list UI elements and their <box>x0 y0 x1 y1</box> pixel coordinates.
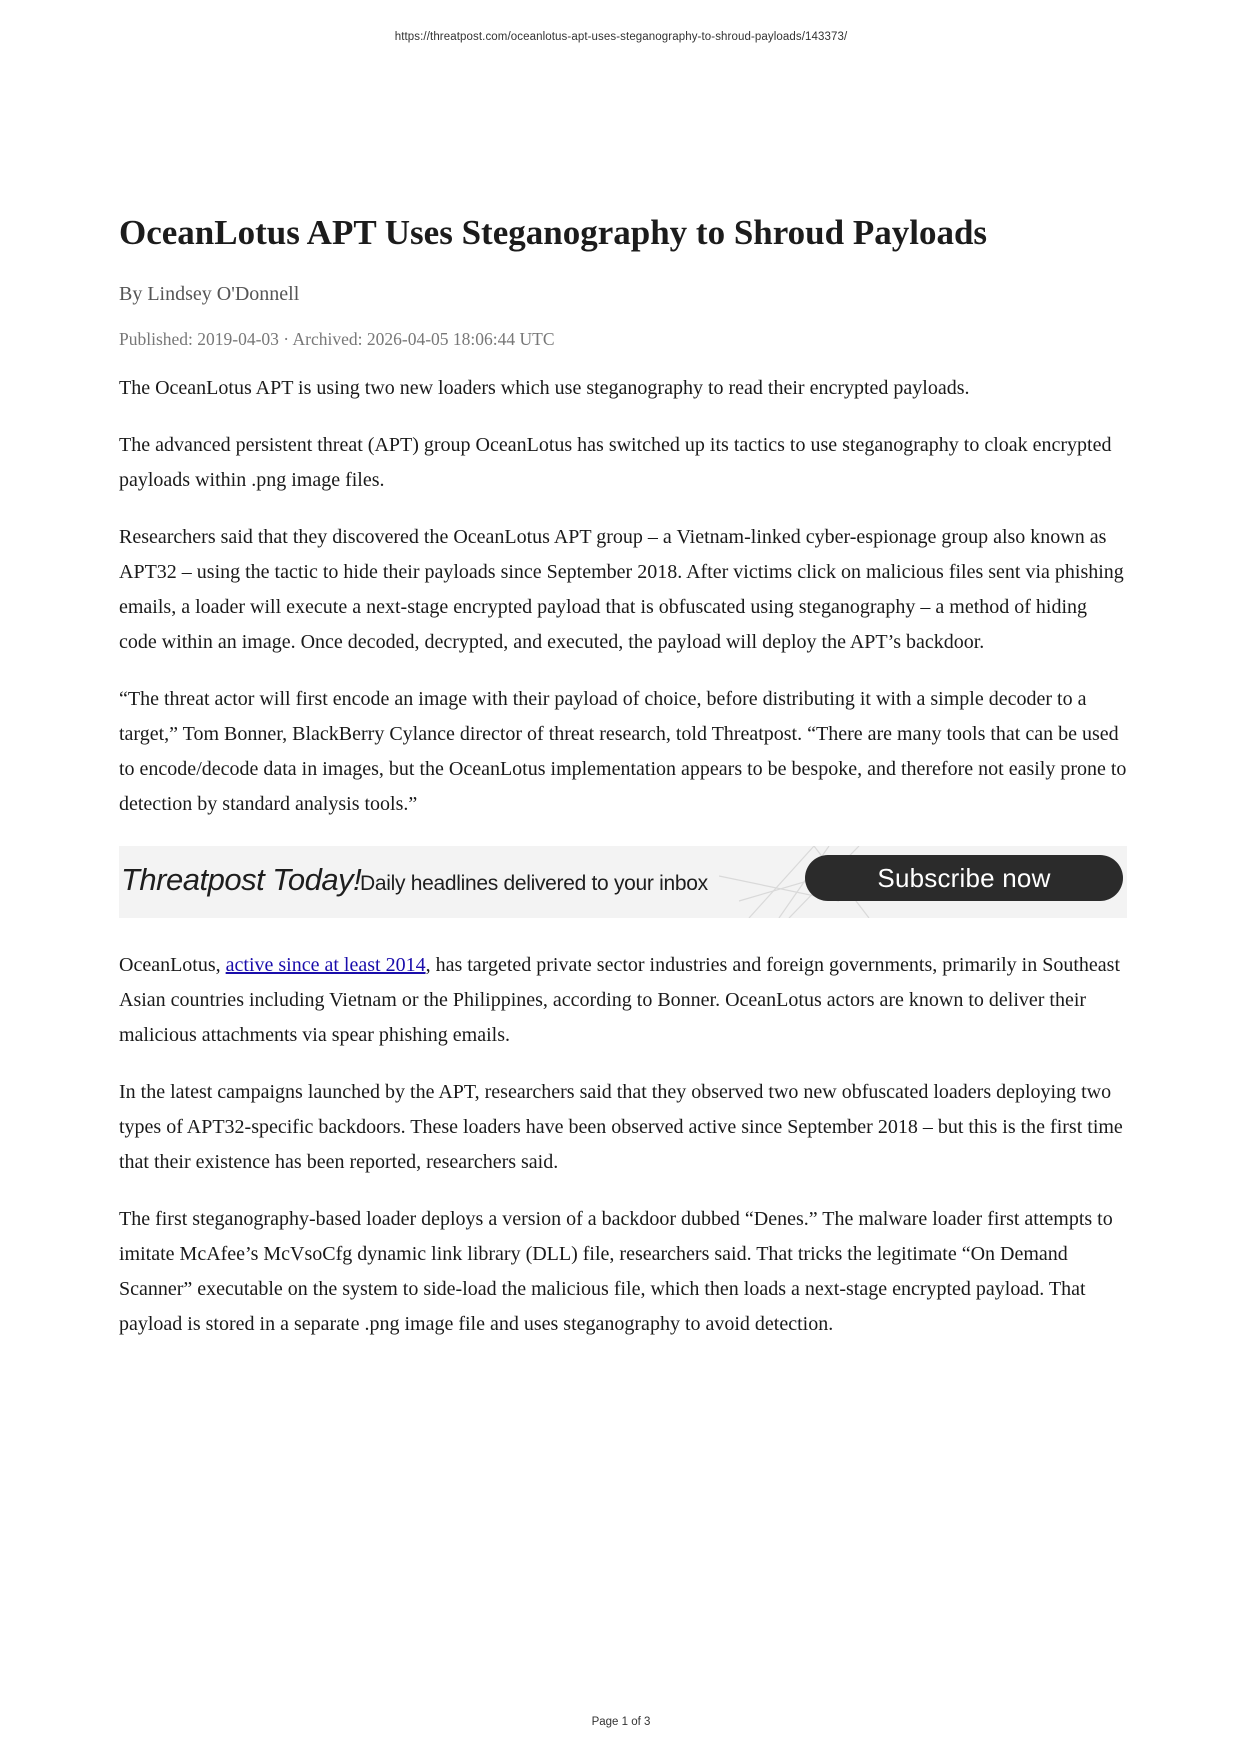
paragraph-4: “The threat actor will first encode an image with their payload of choice, before distributing it with a simple decoder to a target,” Tom Bonner, BlackBerry Cylance director of threat research, told Threatpost. “There are many tools that can be used to encode/decode data in images, but the OceanLotus implementation appears to be bespoke, and therefore not easily prone to detection by standard analysis tools.” <box>119 688 1127 815</box>
page-number: Page 1 of 3 <box>591 1716 651 1728</box>
paragraph-1: The OceanLotus APT is using two new loaders which use steganography to read their encrypted payloads. <box>119 377 970 399</box>
paragraph-6: In the latest campaigns launched by the APT, researchers said that they observed two new obfuscated loaders deploying two types of APT32-specific backdoors. These loaders have been observed active since September 2018 – but this is the first time that their existence has been reported, researchers said. <box>119 1081 1123 1173</box>
article-byline: By Lindsey O'Donnell <box>119 283 300 305</box>
banner-brand-logo: Threatpost Today! <box>121 862 362 897</box>
paragraph-2: The advanced persistent threat (APT) group OceanLotus has switched up its tactics to use steganography to cloak encrypted payloads within .png image files. <box>119 434 1112 491</box>
article-title: OceanLotus APT Uses Steganography to Shroud Payloads <box>119 213 988 252</box>
subscribe-button[interactable]: Subscribe now <box>805 855 1123 901</box>
article-meta: Published: 2019-04-03 · Archived: 2026-04-05 18:06:44 UTC <box>119 329 555 349</box>
paragraph-5-before: OceanLotus, <box>119 954 226 976</box>
active-since-2014-link[interactable]: active since at least 2014 <box>225 954 426 976</box>
paragraph-3: Researchers said that they discovered the OceanLotus APT group – a Vietnam-linked cyber-espionage group also known as APT32 – using the tactic to hide their payloads since September 2018. After victims click on malicious files sent via phishing emails, a loader will execute a next-stage encrypted payload that is obfuscated using steganography – a method of hiding code within an image. Once decoded, decrypted, and executed, the payload will deploy the APT’s backdoor. <box>119 526 1124 653</box>
paragraph-7: The first steganography-based loader deploys a version of a backdoor dubbed “Denes.” The malware loader first attempts to imitate McAfee’s McVsoCfg dynamic link library (DLL) file, researchers said. That tricks the legitimate “On Demand Scanner” executable on the system to side-load the malicious file, which then loads a next-stage encrypted payload. That payload is stored in a separate .png image file and uses steganography to avoid detection. <box>119 1208 1113 1335</box>
banner-tagline: Daily headlines delivered to your inbox <box>360 872 708 895</box>
newsletter-banner[interactable] <box>119 846 1127 918</box>
article <box>119 212 1127 1364</box>
source-url: https://threatpost.com/oceanlotus-apt-uses-steganography-to-shroud-payloads/143373/ <box>394 31 848 43</box>
paragraph-5 <box>119 948 1127 1053</box>
paragraph-5-after: , has targeted private sector industries and foreign governments, primarily in Southeast Asian countries including Vietnam or the Philippines, according to Bonner. OceanLotus actors are known to deliver their malicious attachments via spear phishing emails. <box>119 954 1121 1046</box>
